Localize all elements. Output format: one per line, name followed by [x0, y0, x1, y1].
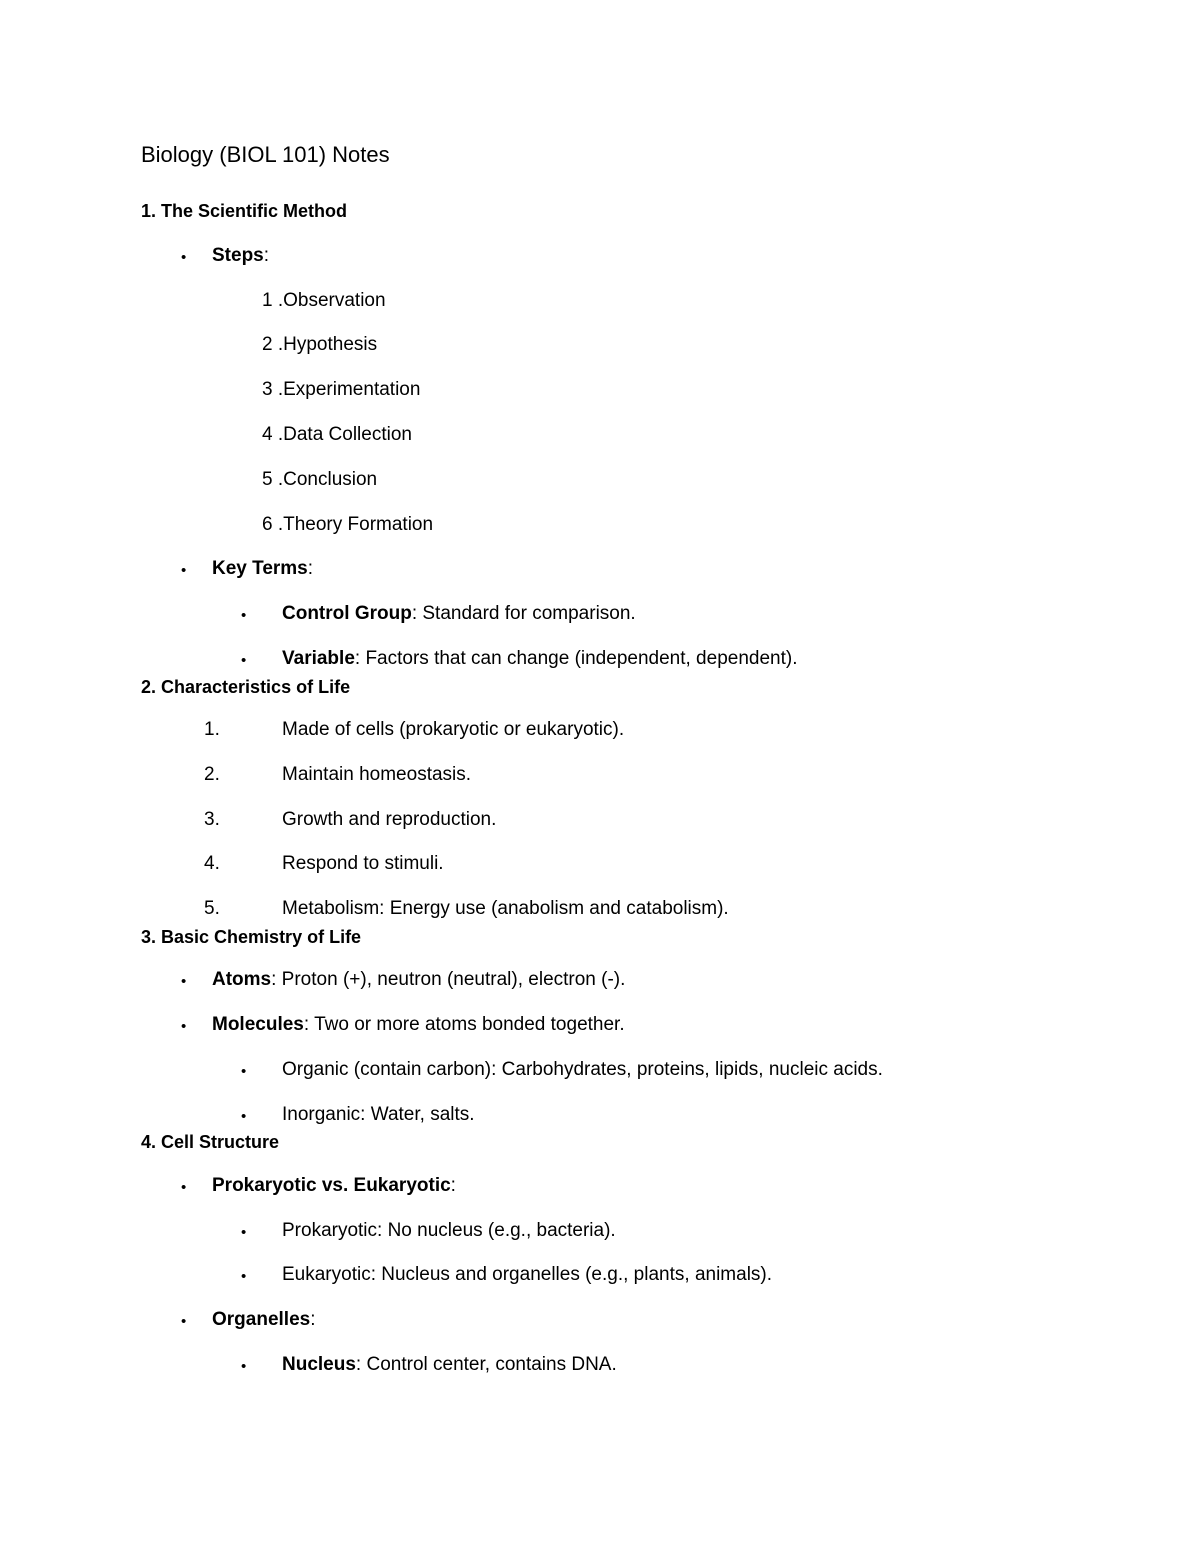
key-term-name: Variable	[282, 648, 355, 669]
key-terms-colon: :	[307, 558, 314, 579]
pro-euk-subitem: Eukaryotic: Nucleus and organelles (e.g., plants, animals).	[282, 1264, 773, 1285]
bullet-icon: •	[181, 1018, 187, 1035]
bullet-icon: •	[241, 1358, 247, 1375]
list-item: Maintain homeostasis.	[282, 764, 472, 785]
list-number: 4.	[204, 853, 220, 874]
step-item: 2 .Hypothesis	[262, 334, 378, 355]
list-item: Growth and reproduction.	[282, 809, 497, 830]
atoms-definition: : Proton (+), neutron (neutral), electron (-).	[271, 969, 626, 990]
section-heading-chemistry: 3. Basic Chemistry of Life	[141, 927, 362, 947]
step-item: 4 .Data Collection	[262, 424, 412, 445]
key-term-item	[282, 649, 797, 668]
document-title: Biology (BIOL 101) Notes	[141, 142, 390, 167]
organelle-name: Nucleus	[282, 1354, 356, 1375]
bullet-icon: •	[241, 1224, 247, 1241]
step-item: 6 .Theory Formation	[262, 514, 434, 535]
step-item: 5 .Conclusion	[262, 469, 378, 490]
pro-euk-label-line	[212, 1176, 456, 1195]
organelle-definition: : Control center, contains DNA.	[355, 1354, 617, 1375]
section-heading-cell-structure: 4. Cell Structure	[141, 1132, 280, 1152]
bullet-icon: •	[241, 652, 247, 669]
list-number: 5.	[204, 898, 220, 919]
list-item: Metabolism: Energy use (anabolism and catabolism).	[282, 898, 729, 919]
bullet-icon: •	[241, 1268, 247, 1285]
atoms-item	[212, 970, 625, 989]
section-heading-characteristics: 2. Characteristics of Life	[141, 677, 351, 697]
list-number: 3.	[204, 809, 220, 830]
molecule-subitem: Organic (contain carbon): Carbohydrates, proteins, lipids, nucleic acids.	[282, 1059, 883, 1080]
bullet-icon: •	[181, 562, 187, 579]
key-term-definition: : Factors that can change (independent, dependent).	[354, 648, 798, 669]
key-terms-label: Key Terms	[212, 558, 308, 579]
pro-euk-colon: :	[450, 1175, 456, 1196]
bullet-icon: •	[181, 1179, 187, 1196]
step-item: 3 .Experimentation	[262, 379, 421, 400]
list-item: Respond to stimuli.	[282, 853, 444, 874]
key-term-name: Control Group	[282, 603, 412, 624]
steps-colon: :	[263, 245, 270, 266]
steps-label: Steps	[212, 245, 264, 266]
organelle-item	[282, 1355, 617, 1374]
pro-euk-subitem: Prokaryotic: No nucleus (e.g., bacteria).	[282, 1220, 616, 1241]
list-number: 2.	[204, 764, 220, 785]
bullet-icon: •	[181, 1313, 187, 1330]
molecule-subitem: Inorganic: Water, salts.	[282, 1104, 475, 1125]
bullet-icon: •	[181, 249, 187, 266]
key-term-item	[282, 604, 636, 623]
bullet-icon: •	[181, 973, 187, 990]
organelles-label-line	[212, 1310, 316, 1329]
key-term-definition: : Standard for comparison.	[411, 603, 636, 624]
atoms-term: Atoms	[212, 969, 272, 990]
list-number: 1.	[204, 719, 220, 740]
section-heading-scientific-method: 1. The Scientific Method	[141, 201, 348, 221]
molecules-item	[212, 1015, 625, 1034]
bullet-icon: •	[241, 1063, 247, 1080]
molecules-term: Molecules	[212, 1014, 304, 1035]
organelles-colon: :	[310, 1309, 316, 1330]
bullet-icon: •	[241, 1108, 247, 1125]
steps-label-line	[212, 246, 269, 265]
organelles-label: Organelles	[212, 1309, 311, 1330]
key-terms-label-line	[212, 559, 313, 578]
bullet-icon: •	[241, 607, 247, 624]
pro-euk-label: Prokaryotic vs. Eukaryotic	[212, 1175, 451, 1196]
list-item: Made of cells (prokaryotic or eukaryotic).	[282, 719, 625, 740]
step-item: 1 .Observation	[262, 290, 386, 311]
molecules-definition: : Two or more atoms bonded together.	[303, 1014, 625, 1035]
